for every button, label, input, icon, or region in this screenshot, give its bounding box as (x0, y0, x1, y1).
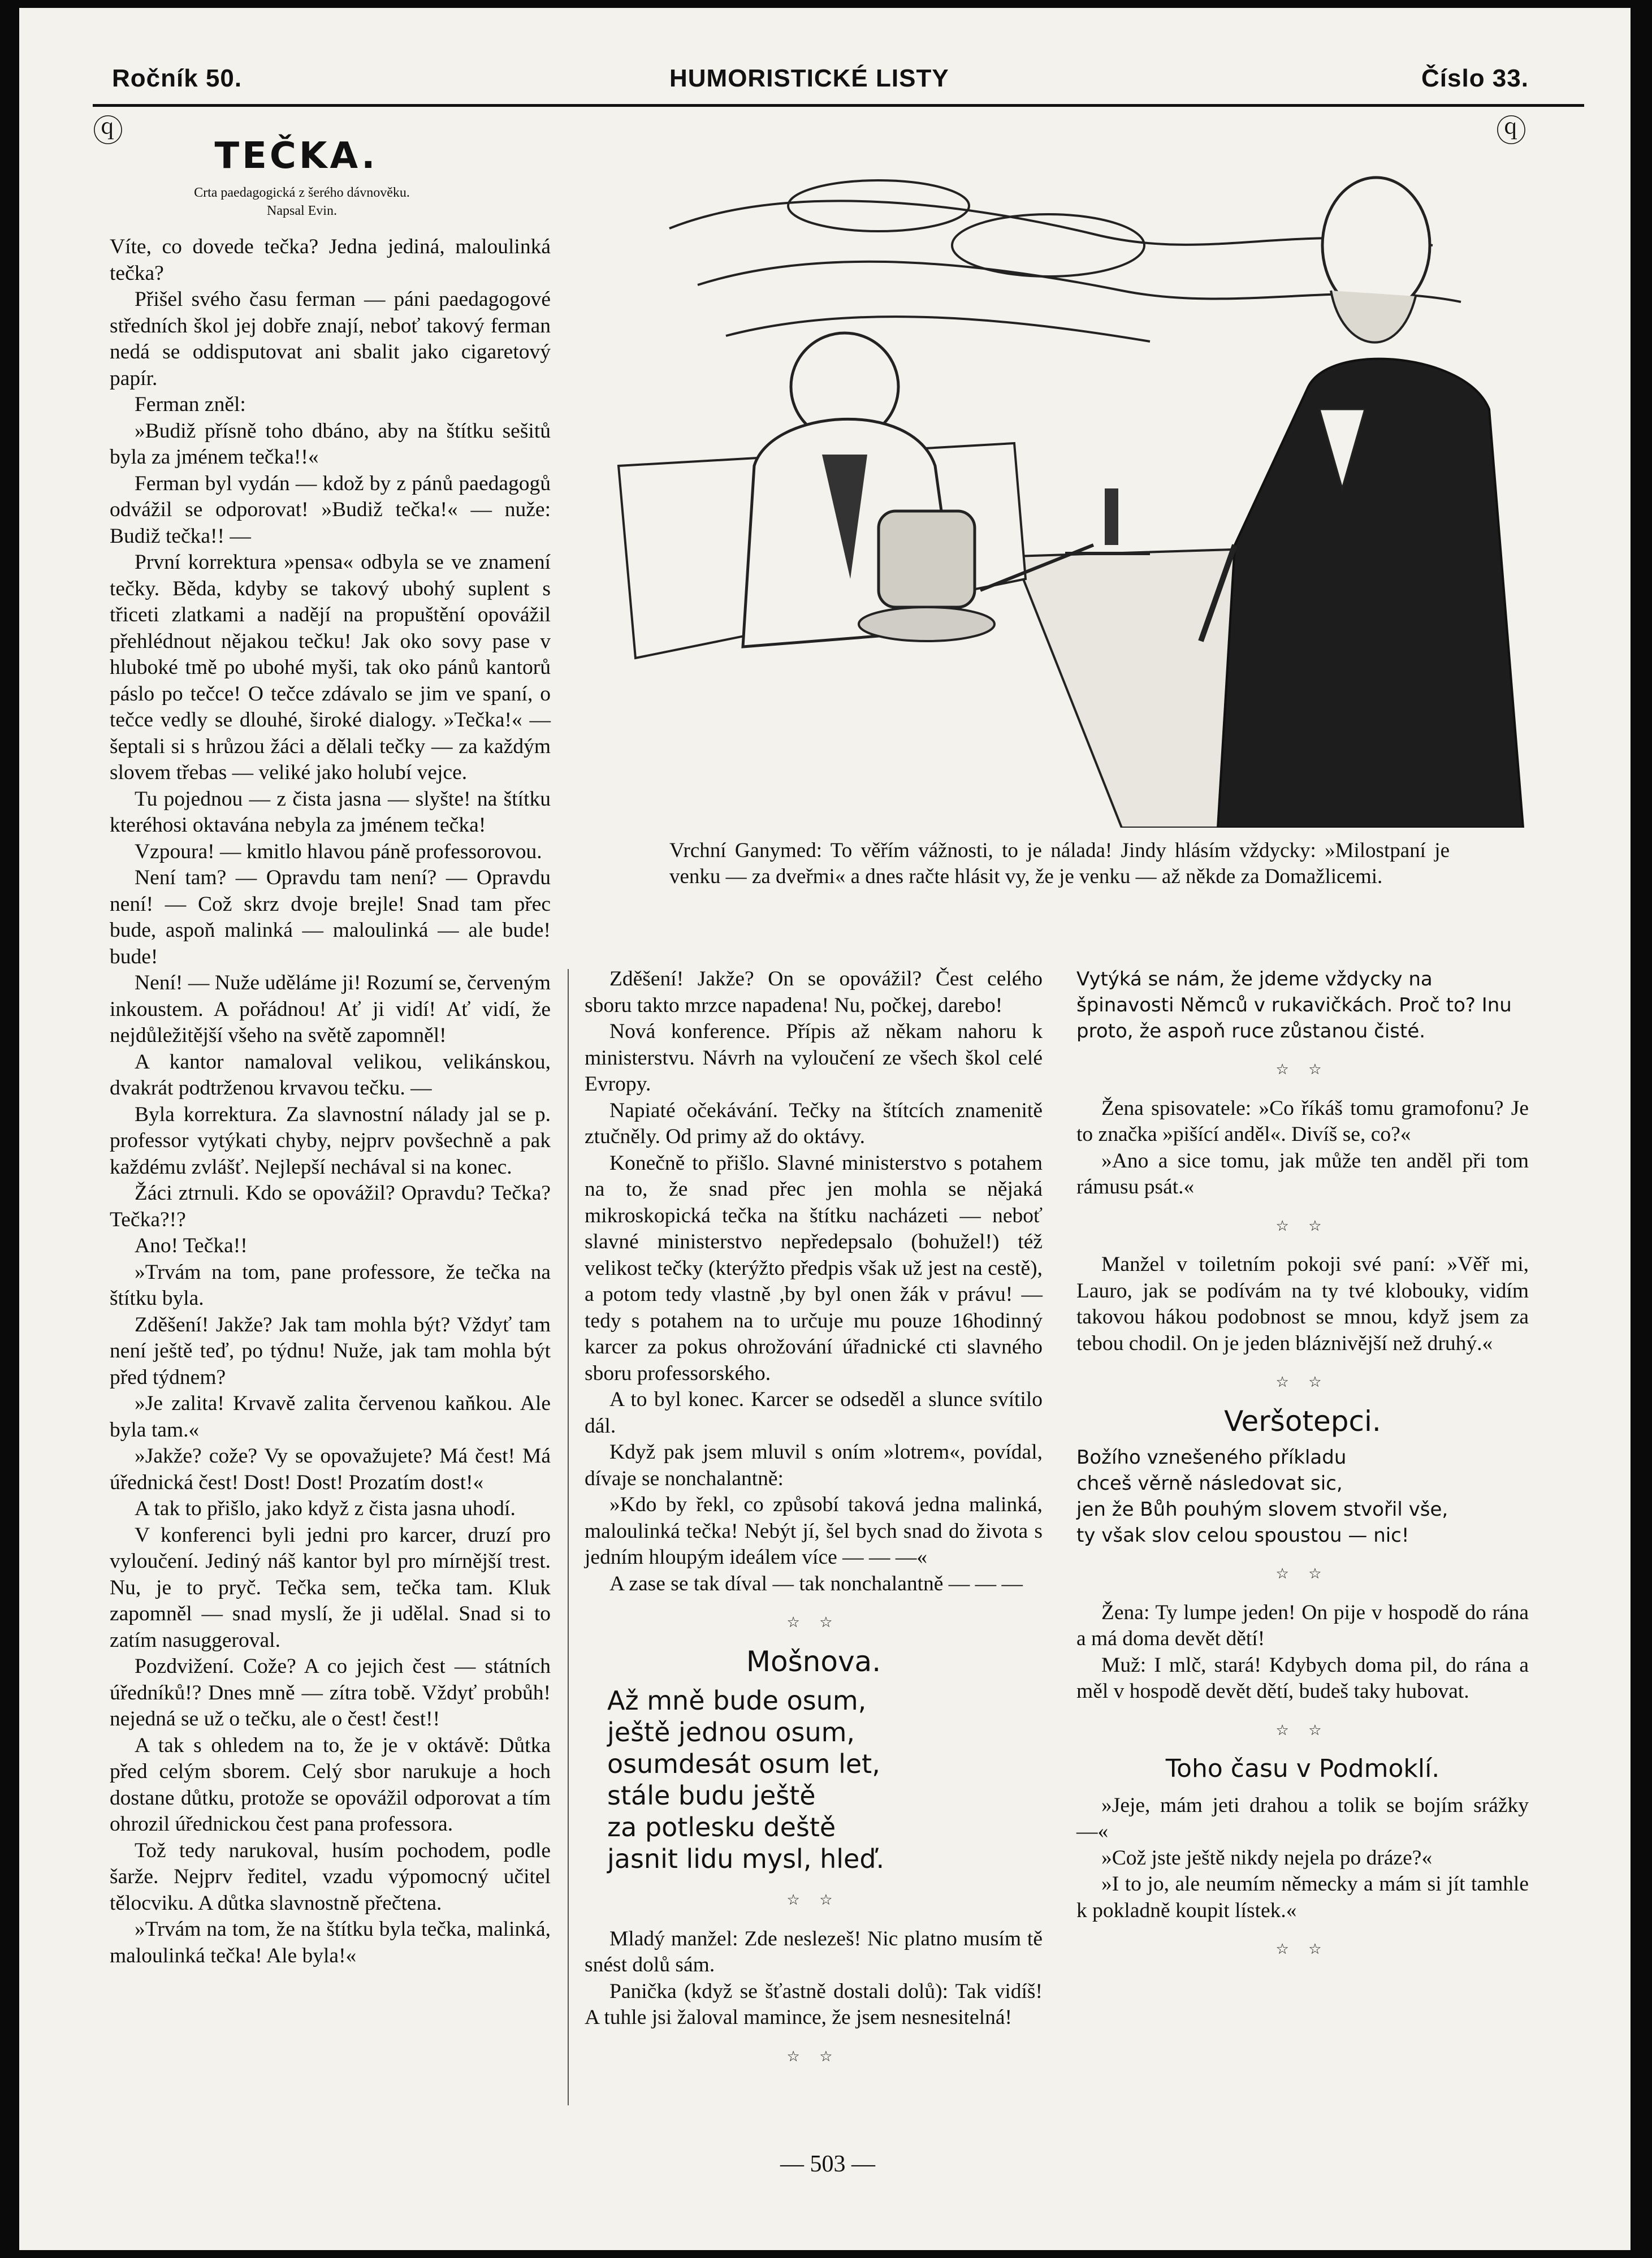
separator-stars: ☆ ☆ (1275, 1565, 1330, 1582)
article-paragraph: Ferman zněl: (135, 393, 246, 416)
separator-stars: ☆ ☆ (1275, 1941, 1330, 1957)
article-column-right (1076, 966, 1529, 1975)
poem-line: stále budu ještě (607, 1780, 816, 1811)
verse-line: Božího vznešeného příkladu (1076, 1446, 1347, 1469)
ornament-left-icon: ⓠ (93, 113, 123, 149)
dialog-paragraph: Mladý manžel: Zde neslezeš! Nic platno musím tě snést dolů sám. (585, 1927, 1043, 1976)
poem-line: jasnit lidu mysl, hleď. (607, 1844, 885, 1874)
poem-line: osumdesát osum let, (607, 1749, 880, 1779)
article-paragraph: »Kdo by řekl, co způsobí taková jedna malinká, maloulinká tečka! Nebýt jí, šel bych snad do života s jedním hloupým ideálem více — — —« (585, 1493, 1043, 1569)
illustration-caption: Vrchní Ganymed: To věřím vážnosti, to je nálada! Jindy hlásím vždycky: »Milostpaní je venku — za dveřmi« a dnes račte hlásit vy, že je venku — až někde za Domažlicemi. (669, 839, 1450, 888)
versotepci-title: Veršotepci. (1224, 1404, 1381, 1438)
article-paragraph: A kantor namaloval velikou, velikánskou, dvakrát podtrženou krvavou tečku. — (110, 1050, 551, 1100)
article-paragraph: Byla korrektura. Za slavnostní nálady jal se p. professor vytýkati chyby, nejprv povšechně a pak každému zvlášť. Nejlepší nechával si na konec. (110, 1102, 551, 1179)
article-paragraph: Není! — Nuže uděláme ji! Rozumí se, červeným inkoustem. A pořádnou! Ať ji vidí! Ať vidí, že nejdůležitější všeho na světě zapomněl! (110, 971, 551, 1047)
separator-stars: ☆ ☆ (1275, 1374, 1330, 1390)
dialog-paragraph: »I to jo, ale neumím německy a mám si jít tamhle k pokladně koupit lístek.« (1076, 1872, 1529, 1922)
article-paragraph: V konferenci byli jedni pro karcer, druzí pro vyloučení. Jediný náš kantor byl pro mírnější trest. Nu, je to pryč. Tečka sem, tečka tam. Kluk zapomněl — snad myslí, že ji udělal. Snad si to zatím nasuggeroval. (110, 1523, 551, 1652)
article-paragraph: Není tam? — Opravdu tam není? — Opravdu není! — Což skrz dvoje brejle! Snad tam přec bude, aspoň malinká — maloulinká — ale bude! bude! (110, 866, 551, 968)
poem-title: Mošnova. (746, 1645, 881, 1678)
article-paragraph: A tak s ohledem na to, že je v oktávě: Důtka před celým sborem. Celý sbor narukuje a hoch dostane důtku, protože se opovážil odporovat a tím ohrozil úřednickou čest pana professora. (110, 1733, 551, 1836)
article-paragraph: A tak to přišlo, jako když z čista jasna uhodí. (135, 1497, 516, 1520)
separator-stars: ☆ ☆ (1275, 1061, 1330, 1078)
article-paragraph: Tož tedy narukoval, husím pochodem, podle šarže. Nejprv ředitel, vzadu výpomocný učitel tělocviku. A důtka slavnostně přečtena. (110, 1839, 551, 1915)
dialog-paragraph: Žena spisovatele: »Co říkáš tomu gramofonu? Je to značka »pišící anděl«. Divíš se, co?« (1076, 1096, 1529, 1146)
article-paragraph: »Trvám na tom, že na štítku byla tečka, malinká, maloulinká tečka! Ale byla!« (110, 1918, 551, 1967)
separator-stars: ☆ ☆ (786, 2048, 841, 2065)
article-paragraph: »Trvám na tom, pane professore, že tečka na štítku byla. (110, 1260, 551, 1310)
article-column-middle (585, 966, 1043, 2082)
article-paragraph: Nová konference. Přípis až někam nahoru k ministerstvu. Návrh na vyloučení ze všech škol celé Evropy. (585, 1020, 1043, 1096)
dialog-paragraph: »Což jste ještě nikdy nejela po dráze?« (1101, 1846, 1433, 1870)
header-rule (93, 104, 1584, 107)
verse-line: ty však slov celou spoustou — nic! (1076, 1524, 1409, 1547)
article-column-left (110, 234, 551, 1969)
dialog-paragraph: »Ano a sice tomu, jak může ten anděl při tom rámusu psát.« (1076, 1149, 1529, 1199)
article-paragraph: Ferman byl vydán — kdož by z pánů paedagogů odvážil se odporovat! »Budiž tečka!« — nuže: Budiž tečka!! — (110, 472, 551, 548)
newspaper-page (19, 8, 1631, 2250)
separator-stars: ☆ ☆ (786, 1614, 841, 1630)
ornament-right-icon: ⓠ (1496, 113, 1526, 149)
article-paragraph: »Jakže? cože? Vy se opovažujete? Má čest! Má úřednická čest! Dost! Dost! Prozatím dost!« (110, 1444, 551, 1494)
article-paragraph: Pozdvižení. Cože? A co jejich čest — státních úředníků!? Dnes mně — zítra tobě. Vždyť probůh! nejedná se už o tečku, ale o čest! čest!! (110, 1655, 551, 1731)
note-paragraph: Vytýká se nám, že jdeme vždycky na špinavosti Němců v rukavičkách. Proč to? Inu proto, že aspoň ruce zůstanou čisté. (1076, 968, 1512, 1043)
article-paragraph: Konečně to přišlo. Slavné ministerstvo s potahem na to, že snad přec jen mohla se nějaká mikroskopická tečka na štítku nacházeti — neboť slavné ministerstvo nepředepsalo (bohužel!) též velikost tečky (kterýžto předpis však už jest na cestě), a potom tedy vlastně ,by byl onen žák v právu! — tedy s potahem na to určuje mu pouze 16hodinný karcer za pokus ohrožování úřadnické cti slavného sboru professorského. (585, 1151, 1043, 1385)
poem-line: za potlesku deště (607, 1812, 836, 1842)
article-paragraph: Napiaté očekávání. Tečky na štítcích znamenitě ztučněly. Od primy až do oktávy. (585, 1098, 1043, 1148)
article-paragraph: Vzpoura! — kmitlo hlavou páně professorovou. (135, 840, 542, 863)
article-paragraph: Víte, co dovede tečka? Jedna jediná, maloulinká tečka? (110, 235, 551, 285)
article-paragraph: »Budiž přísně toho dbáno, aby na štítku sešitů byla za jménem tečka!!« (110, 419, 551, 469)
column-divider (568, 969, 569, 2105)
separator-stars: ☆ ☆ (1275, 1721, 1330, 1738)
issue-label: Číslo 33. (1421, 64, 1529, 92)
page-number: — 503 — (780, 2151, 875, 2177)
article-paragraph: A to byl konec. Karcer se odseděl a slunce svítilo dál. (585, 1388, 1043, 1438)
article-title: TEČKA. (214, 135, 378, 177)
article-paragraph: Žáci ztrnuli. Kdo se opovážil? Opravdu? Tečka? Tečka?!? (110, 1182, 551, 1231)
article-paragraph: Když pak jsem mluvil s oním »lotrem«, povídal, dívaje se nonchalantně: (585, 1441, 1043, 1490)
cartoon-illustration (585, 149, 1557, 828)
dialog-paragraph: Panička (když se šťastně dostali dolů): Tak vidíš! A tuhle jsi žaloval mamince, že jsem nesnesitelná! (585, 1979, 1043, 2029)
dialog-paragraph: »Jeje, mám jeti drahou a tolik se bojím srážky —« (1076, 1793, 1529, 1843)
article-paragraph: Tu pojednou — z čista jasna — slyšte! na štítku kteréhosi oktavána nebyla za jménem tečka! (110, 787, 551, 837)
dialog-paragraph: Muž: I mlč, stará! Kdybych doma pil, do rána a měl v hospodě devět dětí, budeš taky hubovat. (1076, 1653, 1529, 1703)
article-paragraph: Ano! Tečka!! (135, 1234, 248, 1257)
article-subtitle: Crta paedagogická z šerého dávnověku. (194, 185, 410, 200)
journal-title: HUMORISTICKÉ LISTY (669, 64, 949, 92)
article-paragraph: Zděšení! Jakže? On se opovážil? Čest celého sboru takto mrzce napadena! Nu, počkej, darebo! (585, 967, 1043, 1017)
dialog-paragraph: Manžel v toiletním pokoji své paní: »Věř mi, Lauro, jak se podívám na ty tvé klobouky, vidím takovou hákou podobnost se mnou, když jsem za tebou chodil. On je jeden bláznivější než druhý.« (1076, 1253, 1529, 1355)
separator-stars: ☆ ☆ (1275, 1217, 1330, 1234)
podmokli-title: Toho času v Podmoklí. (1165, 1754, 1440, 1783)
volume-label: Ročník 50. (112, 64, 243, 92)
poem-block (585, 1685, 1043, 1875)
article-paragraph: Přišel svého času ferman — páni paedagogové středních škol jej dobře znají, neboť takový ferman nedá se oddisputovat ani sbalit jako cigaretový papír. (110, 288, 551, 390)
dialog-paragraph: Žena: Ty lumpe jeden! On pije v hospodě do rána a má doma devět dětí! (1076, 1601, 1529, 1650)
article-paragraph: »Je zalita! Krvavě zalita červenou kaňkou. Ale byla tam.« (110, 1392, 551, 1442)
article-paragraph: První korrektura »pensa« odbyla se ve znamení tečky. Běda, kdyby se takový ubohý suplent s třiceti zlatkami a nadějí na propuštění opovážil přehlédnout nějakou tečku! Jak oko sovy pase v hluboké tmě po ubohé myši, tak oko pánů kantorů páslo po tečce! O tečce zdávalo se jim ve spaní, o tečce vedly se dlouhé, široké dialogy. »Tečka!« — šeptali si s hrůzou žáci a dělali tečky — za každým slovem třebas — veliké jako holubí vejce. (110, 551, 551, 784)
verse-line: jen že Bůh pouhým slovem stvořil vše, (1076, 1498, 1448, 1521)
poem-line: ještě jednou osum, (607, 1717, 855, 1747)
poem-line: Až mně bude osum, (607, 1685, 867, 1716)
article-author: Napsal Evin. (267, 204, 337, 218)
article-paragraph: A zase se tak díval — tak nonchalantně — — — (609, 1572, 1023, 1595)
separator-stars: ☆ ☆ (786, 1892, 841, 1908)
verse-line: chceš věrně následovat sic, (1076, 1472, 1343, 1495)
article-paragraph: Zděšení! Jakže? Jak tam mohla být? Vždyť tam není ještě teď, po týdnu! Nuže, jak tam mohla být před týdnem? (110, 1313, 551, 1389)
